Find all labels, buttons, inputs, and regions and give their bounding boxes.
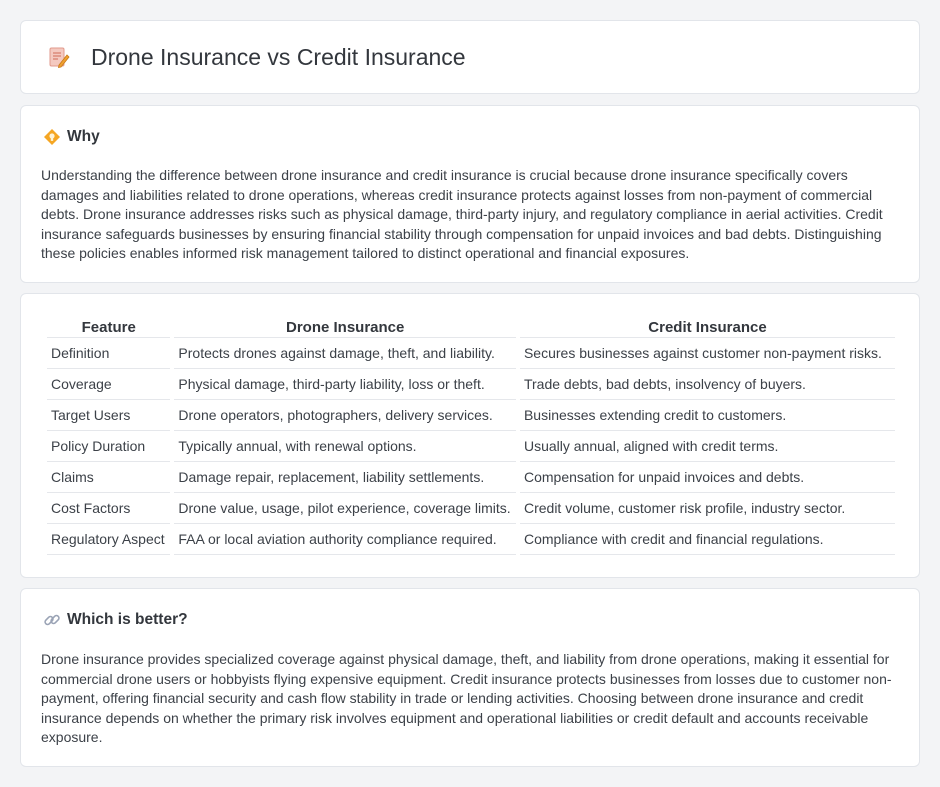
row-drone-value: FAA or local aviation authority compliance required.	[174, 524, 516, 555]
row-drone-value: Drone value, usage, pilot experience, coverage limits.	[174, 493, 516, 524]
link-icon	[43, 611, 61, 629]
better-heading-row	[43, 611, 188, 629]
comparison-table	[43, 314, 899, 555]
row-credit-value: Credit volume, customer risk profile, industry sector.	[520, 493, 895, 524]
row-drone-value: Damage repair, replacement, liability settlements.	[174, 462, 516, 493]
table-row	[47, 524, 895, 555]
row-feature: Target Users	[47, 400, 170, 431]
table-row	[47, 369, 895, 400]
row-feature: Policy Duration	[47, 431, 170, 462]
row-drone-value: Typically annual, with renewal options.	[174, 431, 516, 462]
lightbulb-diamond-icon	[43, 128, 61, 146]
row-feature: Claims	[47, 462, 170, 493]
row-feature: Regulatory Aspect	[47, 524, 170, 555]
why-card	[20, 105, 920, 283]
table-row	[47, 462, 895, 493]
row-drone-value: Drone operators, photographers, delivery services.	[174, 400, 516, 431]
table-row	[47, 431, 895, 462]
table-row	[47, 400, 895, 431]
row-credit-value: Secures businesses against customer non-payment risks.	[520, 338, 895, 369]
row-drone-value: Physical damage, third-party liability, loss or theft.	[174, 369, 516, 400]
why-heading: Why	[67, 128, 100, 145]
why-text: Understanding the difference between drone insurance and credit insurance is crucial because drone insurance specifically covers damages and liabilities related to drone operations, whereas credit insurance protects against losses from non-payment of commercial debts. Drone insurance addresses risks such as physical damage, third-party injury, and regulatory compliance in aerial activities. Credit insurance safeguards businesses by ensuring financial stability through compensation for unpaid invoices and bad debts. Distinguishing these policies enables informed risk management tailored to distinct operational and financial exposures.	[41, 167, 883, 261]
comparison-card	[20, 293, 920, 578]
row-credit-value: Compensation for unpaid invoices and debts.	[520, 462, 895, 493]
better-text: Drone insurance provides specialized coverage against physical damage, theft, and liability from drone operations, making it essential for commercial drone users or hobbyists flying expensive equipment. Credit insurance protects businesses from losses due to customer non-payment, offering financial security and cash flow stability in trade or lending activities. Choosing between drone insurance and credit insurance depends on whether the primary risk involves equipment and operational liabilities or credit default and accounts receivable exposure.	[41, 651, 892, 745]
row-credit-value: Usually annual, aligned with credit terms.	[520, 431, 895, 462]
table-row	[47, 338, 895, 369]
column-header-credit: Credit Insurance	[520, 314, 895, 338]
why-heading-row	[43, 128, 100, 146]
column-header-feature: Feature	[47, 314, 170, 338]
column-header-drone: Drone Insurance	[174, 314, 516, 338]
document-edit-icon	[47, 45, 71, 69]
better-heading: Which is better?	[67, 611, 188, 628]
title-card	[20, 20, 920, 94]
table-header-row	[47, 314, 895, 338]
row-feature: Definition	[47, 338, 170, 369]
row-feature: Cost Factors	[47, 493, 170, 524]
which-better-card	[20, 588, 920, 767]
row-credit-value: Businesses extending credit to customers.	[520, 400, 895, 431]
row-credit-value: Compliance with credit and financial regulations.	[520, 524, 895, 555]
row-drone-value: Protects drones against damage, theft, and liability.	[174, 338, 516, 369]
row-credit-value: Trade debts, bad debts, insolvency of buyers.	[520, 369, 895, 400]
row-feature: Coverage	[47, 369, 170, 400]
table-row	[47, 493, 895, 524]
page-title: Drone Insurance vs Credit Insurance	[91, 43, 466, 70]
